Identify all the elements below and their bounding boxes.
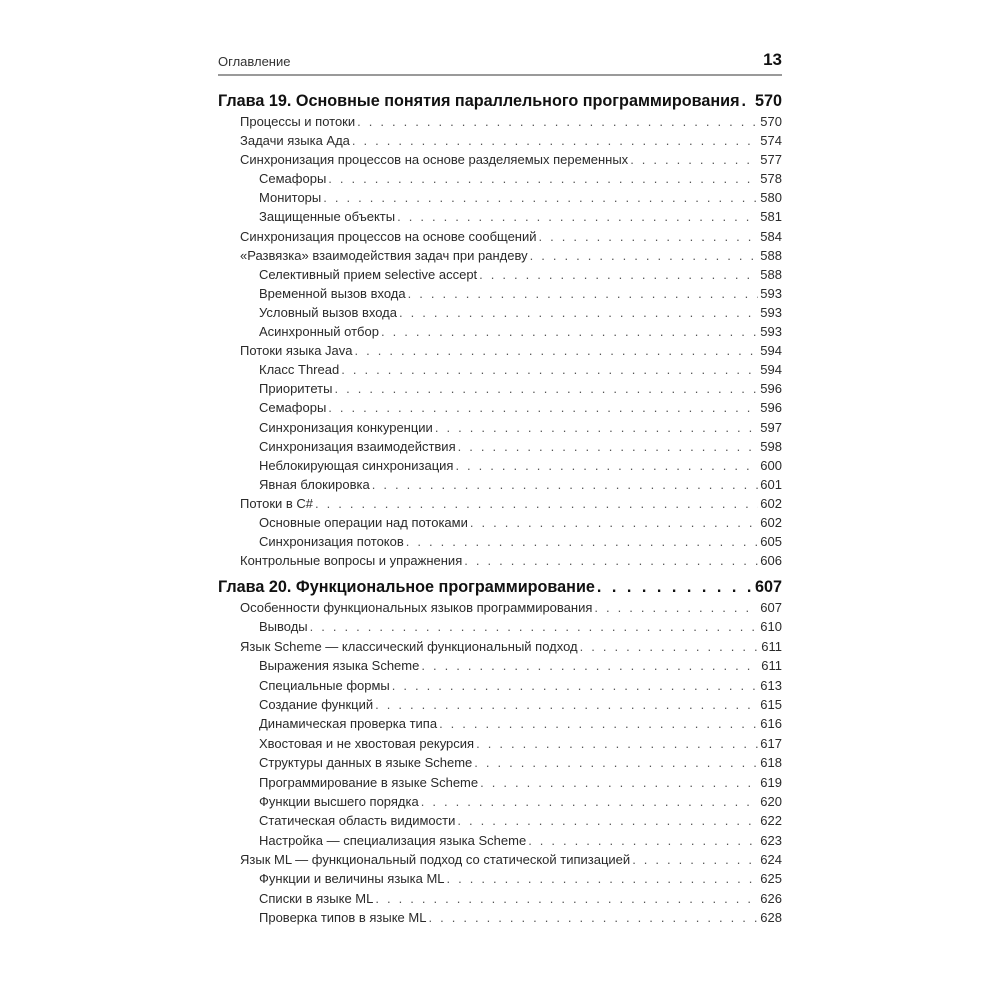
toc-entry-title: Функции высшего порядка (259, 793, 419, 809)
toc-entry-page: 607 (760, 600, 782, 615)
toc-entry-page: 624 (760, 852, 782, 868)
dot-leader (447, 871, 759, 886)
toc-entry[interactable] (218, 910, 782, 929)
toc-entry-page: 611 (761, 658, 782, 674)
toc-entry[interactable] (218, 152, 782, 171)
dot-leader (406, 534, 759, 549)
toc-entry[interactable] (218, 190, 782, 209)
toc-entry[interactable] (218, 716, 782, 735)
dot-leader (630, 152, 758, 167)
toc-entry[interactable] (218, 209, 782, 228)
dot-leader (421, 794, 759, 809)
toc-entry[interactable] (218, 553, 782, 572)
toc-entry-title: Выводы (259, 619, 308, 635)
page-number: 13 (763, 50, 782, 69)
toc-entry[interactable] (218, 736, 782, 755)
toc-entry-page: 616 (760, 716, 782, 732)
toc-entry-title: Синхронизация взаимодействия (259, 438, 456, 454)
toc-entry-page: 600 (760, 457, 782, 473)
toc-entry-page: 596 (760, 400, 782, 416)
toc-entry-page: 581 (760, 209, 782, 225)
toc-entry-page: 570 (760, 114, 782, 129)
toc-entry[interactable] (218, 324, 782, 343)
toc-entry-title: Потоки языка Java (240, 343, 353, 359)
toc-entry-page: 574 (760, 133, 782, 149)
toc-entry-page: 601 (760, 476, 782, 492)
toc-entry[interactable] (218, 891, 782, 910)
toc-entry-title: Синхронизация процессов на основе разделяемых переменных (240, 152, 629, 168)
toc-entry-page: 605 (760, 534, 782, 550)
dot-leader (528, 833, 758, 848)
toc-entry[interactable] (218, 813, 782, 832)
toc-entry[interactable] (218, 794, 782, 813)
toc-entry-title: Неблокирующая синхронизация (259, 457, 454, 473)
toc-entry[interactable] (218, 305, 782, 324)
dot-leader (530, 248, 759, 263)
dot-leader (372, 477, 759, 492)
dot-leader (435, 420, 758, 435)
toc-entry[interactable] (218, 619, 782, 638)
toc-entry-title: Семафоры (259, 171, 327, 187)
toc-entry-title: Семафоры (259, 400, 327, 416)
toc-entry-page: 622 (760, 813, 782, 829)
chapter-title: Глава 20. Функциональное программирование (218, 578, 595, 596)
toc-entry[interactable] (218, 420, 782, 439)
toc-entry-page: 588 (760, 247, 782, 263)
toc-entry-page: 606 (760, 553, 782, 569)
toc-entry[interactable] (218, 852, 782, 871)
toc-entry-page: 618 (760, 755, 782, 771)
toc-entry-page: 610 (760, 619, 782, 635)
toc-entry[interactable] (218, 515, 782, 534)
toc-entry[interactable] (218, 400, 782, 419)
dot-leader (474, 755, 758, 770)
toc-entry[interactable] (218, 871, 782, 890)
chapter-heading[interactable] (218, 92, 782, 114)
dot-leader (421, 658, 759, 673)
dot-leader (323, 190, 758, 205)
toc-entry-title: Синхронизация конкуренции (259, 419, 433, 435)
toc-entry[interactable] (218, 496, 782, 515)
toc-entry[interactable] (218, 458, 782, 477)
toc-entry-page: 580 (760, 190, 782, 206)
dot-leader (341, 362, 758, 377)
toc-entry-page: 626 (760, 890, 782, 906)
toc-entry-title: Специальные формы (259, 677, 390, 693)
dot-leader (632, 852, 758, 867)
chapter-page: 607 (754, 578, 782, 596)
toc-entry-title: Создание функций (259, 696, 374, 712)
toc-entry-page: 597 (760, 419, 782, 435)
toc-entry-title: Задачи языка Ада (240, 133, 350, 149)
dot-leader (476, 736, 758, 751)
toc-entry-page: 613 (760, 677, 782, 693)
toc-entry-page: 619 (760, 774, 782, 790)
dot-leader (479, 267, 758, 282)
toc-entry-page: 598 (760, 438, 782, 454)
dot-leader (470, 515, 758, 530)
toc-entry[interactable] (218, 534, 782, 553)
toc-entry-title: Селективный прием selective accept (259, 266, 478, 282)
toc-entry-page: 617 (760, 735, 782, 751)
toc-chapter-19 (218, 92, 782, 572)
toc-entry-title: Программирование в языке Scheme (259, 774, 479, 790)
chapter-title: Глава 19. Основные понятия параллельного программирования (218, 92, 740, 110)
dot-leader (594, 600, 758, 615)
toc-entry-page: 594 (760, 343, 782, 359)
toc-entry[interactable] (218, 381, 782, 400)
toc-entry-title: «Развязка» взаимодействия задач при рандеву (240, 247, 528, 263)
toc-entry-title: Условный вызов входа (259, 304, 397, 320)
dot-leader (357, 114, 758, 129)
dot-leader (375, 891, 758, 906)
dot-leader (408, 286, 759, 301)
toc-entry-page: 593 (760, 324, 782, 340)
dot-leader (742, 92, 753, 111)
toc-entry-title: Явная блокировка (259, 476, 370, 492)
dot-leader (334, 381, 758, 396)
dot-leader (399, 305, 758, 320)
toc-entry-page: 578 (760, 171, 782, 187)
toc-entry-page: 577 (760, 152, 782, 168)
dot-leader (597, 578, 753, 597)
toc-entry-page: 588 (760, 266, 782, 282)
toc-entry-title: Структуры данных в языке Scheme (259, 755, 473, 771)
toc-entry-title: Настройка — специализация языка Scheme (259, 832, 527, 848)
toc-entry-title: Асинхронный отбор (259, 324, 379, 340)
toc-entry-page: 620 (760, 793, 782, 809)
toc-entry-page: 611 (761, 638, 782, 654)
toc-entry-page: 602 (760, 514, 782, 530)
toc-entry-page: 596 (760, 381, 782, 397)
dot-leader (455, 458, 758, 473)
toc-entry-title: Основные операции над потоками (259, 514, 468, 530)
dot-leader (397, 209, 758, 224)
toc-entry[interactable] (218, 133, 782, 152)
dot-leader (480, 775, 758, 790)
toc-entry[interactable] (218, 639, 782, 658)
toc-entry[interactable] (218, 678, 782, 697)
toc-entry[interactable] (218, 248, 782, 267)
toc-entry[interactable] (218, 439, 782, 458)
dot-leader (375, 697, 758, 712)
toc-entry-page: 593 (760, 285, 782, 301)
toc-entry-title: Потоки в C# (240, 495, 314, 511)
toc-entry[interactable] (218, 775, 782, 794)
toc-entry-title: Синхронизация потоков (259, 534, 404, 550)
dot-leader (328, 171, 758, 186)
dot-leader (580, 639, 760, 654)
toc-entry-title: Списки в языке ML (259, 890, 374, 906)
dot-leader (381, 324, 758, 339)
toc-entry[interactable] (218, 477, 782, 496)
toc-entry-page: 584 (760, 228, 782, 244)
dot-leader (315, 496, 758, 511)
dot-leader (457, 813, 758, 828)
running-header-title: Оглавление (218, 54, 291, 69)
toc-entry-title: Динамическая проверка типа (259, 716, 438, 732)
toc-entry[interactable] (218, 286, 782, 305)
dot-leader (392, 678, 759, 693)
toc-entry-title: Приоритеты (259, 381, 333, 397)
toc-entry-page: 625 (760, 871, 782, 887)
toc-entry-title: Проверка типов в языке ML (259, 910, 427, 926)
toc-entry-title: Процессы и потоки (240, 114, 356, 129)
dot-leader (458, 439, 759, 454)
toc-entry-title: Хвостовая и не хвостовая рекурсия (259, 735, 475, 751)
toc-entry-title: Статическая область видимости (259, 813, 456, 829)
toc-entry[interactable] (218, 697, 782, 716)
toc-entry[interactable] (218, 229, 782, 248)
toc-entry-title: Особенности функциональных языков программирования (240, 600, 593, 615)
running-header (218, 50, 782, 76)
toc-entry-page: 623 (760, 832, 782, 848)
toc-entry-title: Класс Thread (259, 362, 340, 378)
toc-entry-title: Выражения языка Scheme (259, 658, 420, 674)
toc-entry[interactable] (218, 267, 782, 286)
dot-leader (439, 716, 758, 731)
toc-entry[interactable] (218, 343, 782, 362)
dot-leader (464, 553, 758, 568)
toc-entry-page: 594 (760, 362, 782, 378)
chapter-page: 570 (754, 92, 782, 110)
toc-entry-title: Временной вызов входа (259, 285, 406, 301)
toc-entry[interactable] (218, 755, 782, 774)
dot-leader (355, 343, 759, 358)
dot-leader (352, 133, 758, 148)
toc-entry[interactable] (218, 171, 782, 190)
toc-entry-title: Язык Scheme — классический функциональный подход (240, 638, 578, 654)
toc-entry[interactable] (218, 600, 782, 619)
chapter-heading[interactable] (218, 578, 782, 600)
toc-entry-page: 593 (760, 304, 782, 320)
toc-entry-title: Защищенные объекты (259, 209, 396, 225)
dot-leader (428, 910, 758, 925)
toc-entry[interactable] (218, 658, 782, 677)
toc-entry-title: Мониторы (259, 190, 322, 206)
dot-leader (310, 619, 759, 634)
toc-entry[interactable] (218, 833, 782, 852)
toc-entry-page: 602 (760, 495, 782, 511)
toc-entry[interactable] (218, 114, 782, 133)
toc-entry-title: Синхронизация процессов на основе сообщений (240, 228, 537, 244)
toc-entry-page: 628 (760, 910, 782, 926)
toc-entry-title: Язык ML — функциональный подход со статической типизацией (240, 852, 631, 868)
toc-chapter-20 (218, 578, 782, 930)
toc-entry-title: Функции и величины языка ML (259, 871, 445, 887)
toc-entry-title: Контрольные вопросы и упражнения (240, 553, 463, 569)
toc-entry-page: 615 (760, 696, 782, 712)
toc-entry[interactable] (218, 362, 782, 381)
dot-leader (328, 400, 758, 415)
dot-leader (539, 229, 759, 244)
